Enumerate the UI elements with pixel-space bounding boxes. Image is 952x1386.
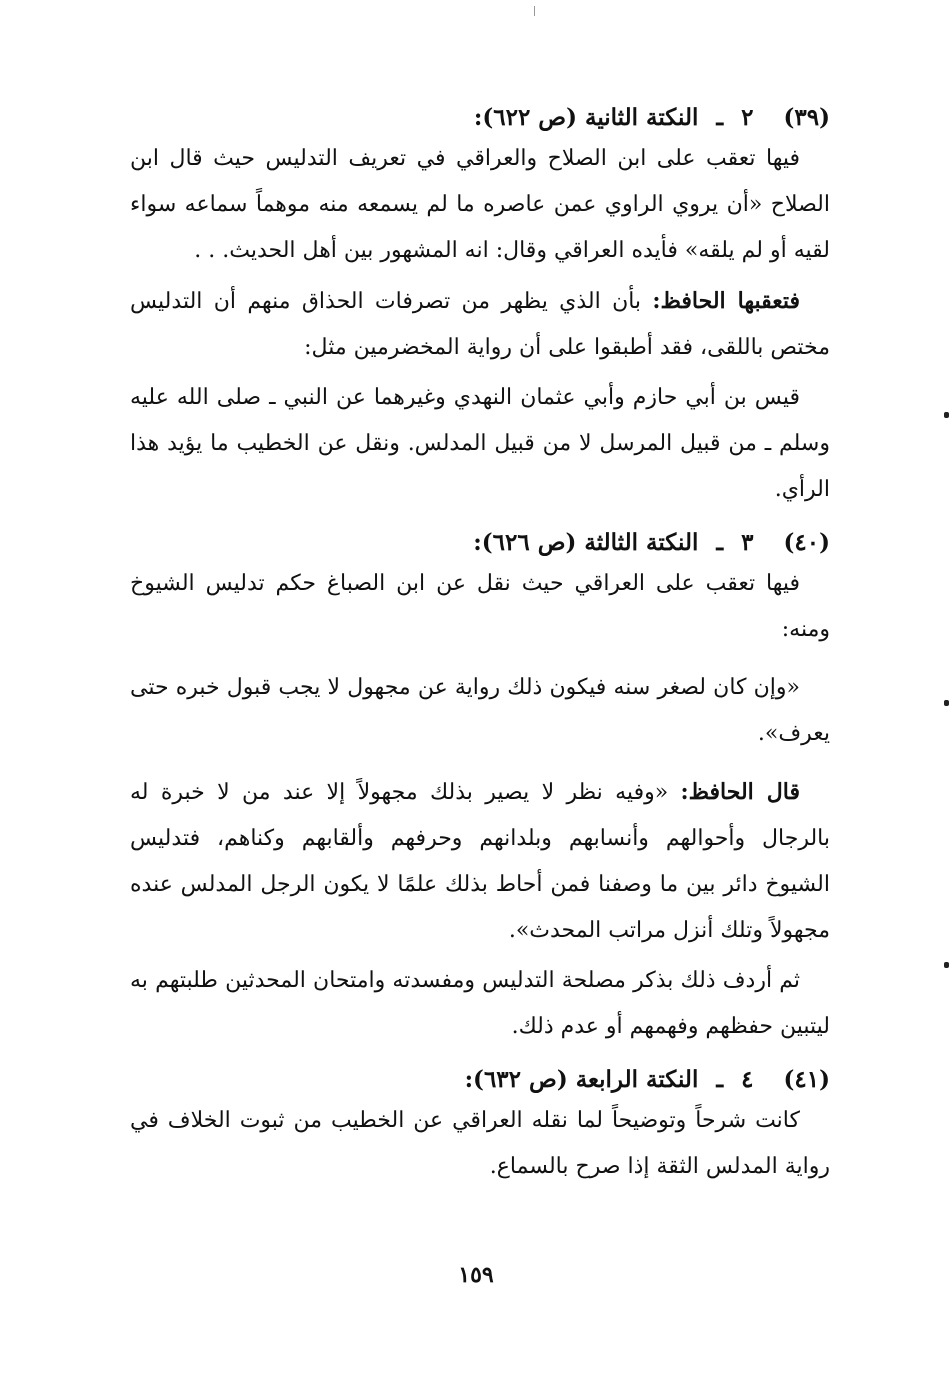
section-index: ٤: [741, 1066, 754, 1093]
section-number: (٤٠): [783, 529, 830, 556]
paragraph: قيس بن أبي حازم وأبي عثمان النهدي وغيرهما عن النبي ـ صلى الله عليه وسلم ـ من قبيل المرسل لا من قبيل المدلس. ونقل عن الخطيب ما يؤيد هذا الرأي.: [130, 385, 830, 502]
section-index: ٣: [741, 529, 754, 556]
paragraph: فيها تعقب على العراقي حيث نقل عن ابن الصباغ حكم تدليس الشيوخ ومنه:: [130, 571, 830, 642]
section-heading-40: [130, 525, 830, 561]
section-dash: ـ: [716, 1066, 724, 1093]
margin-dot: [944, 700, 949, 706]
paragraph-text: بأن الذي يظهر من تصرفات الحذاق منهم أن التدليس مختص باللقى، فقد أطبقوا على أن رواية المخضرمين مثل:: [130, 289, 830, 360]
section-number: (٤١): [783, 1066, 830, 1093]
paragraph: [130, 769, 830, 954]
paragraph-text: «وفيه نظر لا يصير بذلك مجهولاً إلا عند من لا خبرة له بالرجال وأحوالهم وأنسابهم وبلدانهم وحرفهم وألقابهم وكناهم، فتدليس الشيوخ دائر بين ما وصفنا فمن أحاط بذلك علمًا لا يكون الرجل المدلس عنده مجهولاً وتلك أنزل مراتب المحدث».: [130, 780, 831, 943]
scan-artifact-tick: [534, 6, 535, 16]
margin-dot: [944, 962, 949, 968]
margin-dot: [944, 412, 949, 418]
section-title: النكتة الثالثة (ص ٦٢٦):: [473, 529, 699, 556]
paragraph: ثم أردف ذلك بذكر مصلحة التدليس ومفسدته وامتحان المحدثين طلبتهم به ليتبين حفظهم وفهمهم أو عدم ذلك.: [130, 968, 830, 1039]
section-title: النكتة الثانية (ص ٦٢٢):: [473, 104, 699, 131]
section-dash: ـ: [716, 104, 724, 131]
section-heading-41: [130, 1062, 830, 1098]
page-number: ١٥٩: [458, 1262, 494, 1288]
paragraph-lead: قال الحافظ:: [680, 779, 800, 805]
page-body: [130, 100, 830, 1190]
section-title: النكتة الرابعة (ص ٦٣٢):: [464, 1066, 699, 1093]
section-number: (٣٩): [783, 104, 830, 131]
quote-paragraph: «وإن كان لصغر سنه فيكون ذلك رواية عن مجهول لا يجب قبول خبره حتى يعرف».: [130, 675, 830, 746]
section-heading-39: [130, 100, 830, 136]
section-dash: ـ: [716, 529, 724, 556]
paragraph: كانت شرحاً وتوضيحاً لما نقله العراقي عن الخطيب من ثبوت الخلاف في رواية المدلس الثقة إذا صرح بالسماع.: [130, 1108, 830, 1179]
paragraph: [130, 278, 830, 371]
paragraph-lead: فتعقبها الحافظ:: [652, 288, 801, 314]
paragraph: فيها تعقب على ابن الصلاح والعراقي في تعريف التدليس حيث قال ابن الصلاح «أن يروي الراوي عمن عاصره ما لم يسمعه منه موهماً سماعه سواء لقيه أو لم يلقه» فأيده العراقي وقال: انه المشهور بين أهل الحديث. . .: [130, 146, 830, 263]
section-index: ٢: [741, 104, 754, 131]
